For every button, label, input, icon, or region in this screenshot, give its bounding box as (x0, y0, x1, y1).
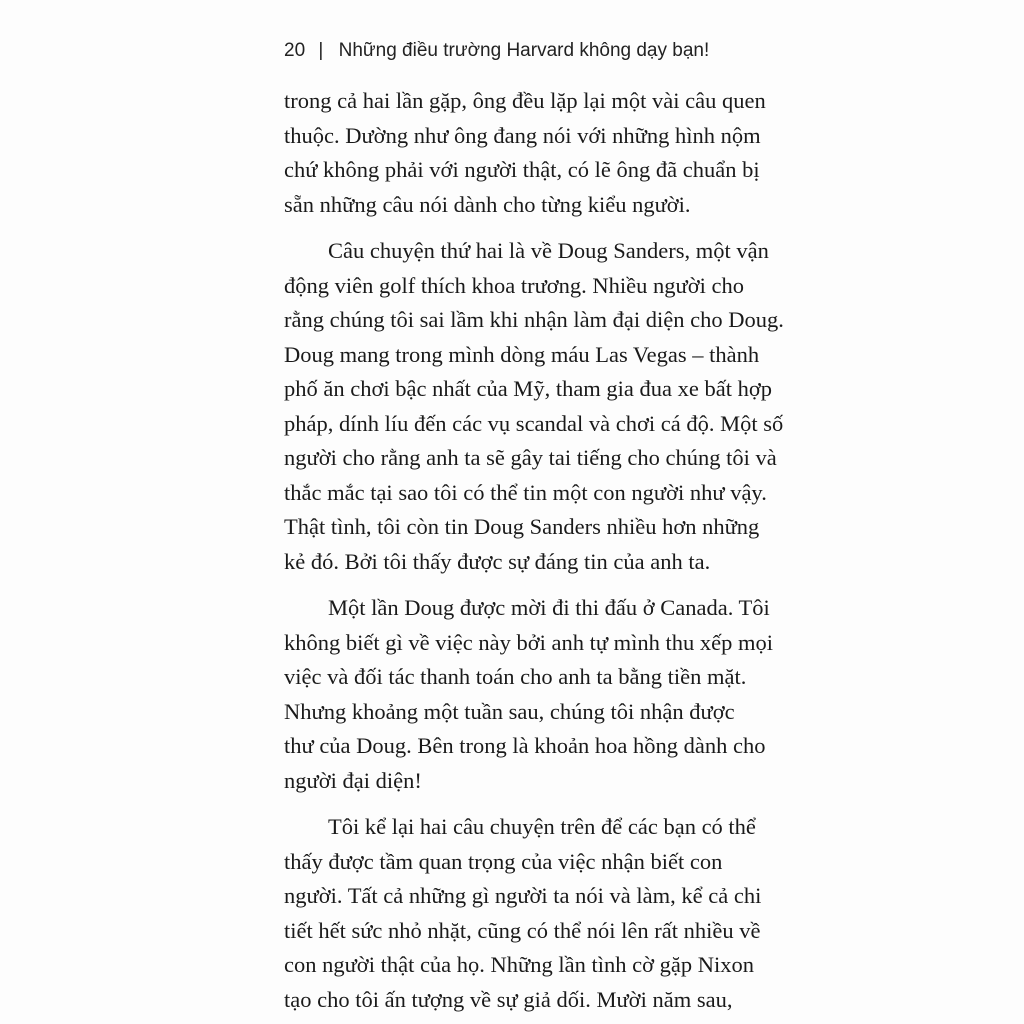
text-line: động viên golf thích khoa trương. Nhiều người cho (284, 272, 744, 298)
text-line: người. Tất cả những gì người ta nói và làm, kể cả chi (284, 883, 762, 908)
text-line: Thật tình, tôi còn tin Doug Sanders nhiều hơn những (284, 514, 760, 539)
running-header (284, 36, 764, 66)
body-text (284, 84, 784, 1017)
text-line: phố ăn chơi bậc nhất của Mỹ, tham gia đua xe bất hợp (284, 376, 773, 401)
text-line: rằng chúng tôi sai lầm khi nhận làm đại diện cho Doug. (284, 307, 784, 332)
text-line: trong cả hai lần gặp, ông đều lặp lại một vài câu quen (284, 88, 766, 113)
text-line: không biết gì về việc này bởi anh tự mình thu xếp mọi (284, 629, 774, 655)
text-line: tạo cho tôi ấn tượng về sự giả dối. Mười năm sau, (284, 986, 733, 1012)
text-line: chứ không phải với người thật, có lẽ ông đã chuẩn bị (284, 157, 760, 182)
text-line: con người thật của họ. Những lần tình cờ gặp Nixon (284, 952, 754, 977)
paragraph-3 (284, 591, 774, 798)
text-line: Một lần Doug được mời đi thi đấu ở Canada. Tôi (328, 595, 770, 620)
paragraph-2 (284, 234, 784, 579)
text-line: thư của Doug. Bên trong là khoản hoa hồng dành cho (284, 733, 766, 758)
text-line: thắc mắc tại sao tôi có thể tin một con người như vậy. (284, 479, 767, 505)
book-title: Những điều trường Harvard không dạy bạn! (338, 40, 710, 61)
text-line: tiết hết sức nhỏ nhặt, cũng có thể nói lên rất nhiều về (284, 917, 761, 943)
text-line: pháp, dính líu đến các vụ scandal và chơi cá độ. Một số (284, 410, 784, 436)
text-line: việc và đối tác thanh toán cho anh ta bằng tiền mặt. (284, 664, 747, 689)
text-line: Nhưng khoảng một tuần sau, chúng tôi nhận được (284, 698, 735, 724)
page-number: 20 (284, 40, 306, 61)
paragraph-1 (284, 84, 766, 222)
text-line: thấy được tầm quan trọng của việc nhận biết con (284, 848, 723, 874)
text-line: Tôi kể lại hai câu chuyện trên để các bạn có thể (328, 814, 756, 839)
text-line: thuộc. Dường như ông đang nói với những hình nộm (284, 122, 761, 148)
text-line: người đại diện! (284, 767, 422, 793)
paragraph-4 (284, 810, 762, 1017)
text-line: sẵn những câu nói dành cho từng kiểu người. (284, 191, 691, 217)
text-line: Câu chuyện thứ hai là về Doug Sanders, một vận (328, 238, 769, 263)
text-line: Doug mang trong mình dòng máu Las Vegas – thành (284, 341, 760, 367)
text-line: kẻ đó. Bởi tôi thấy được sự đáng tin của anh ta. (284, 548, 711, 574)
text-line: người cho rằng anh ta sẽ gây tai tiếng cho chúng tôi và (284, 445, 777, 470)
header-separator: | (318, 40, 324, 61)
